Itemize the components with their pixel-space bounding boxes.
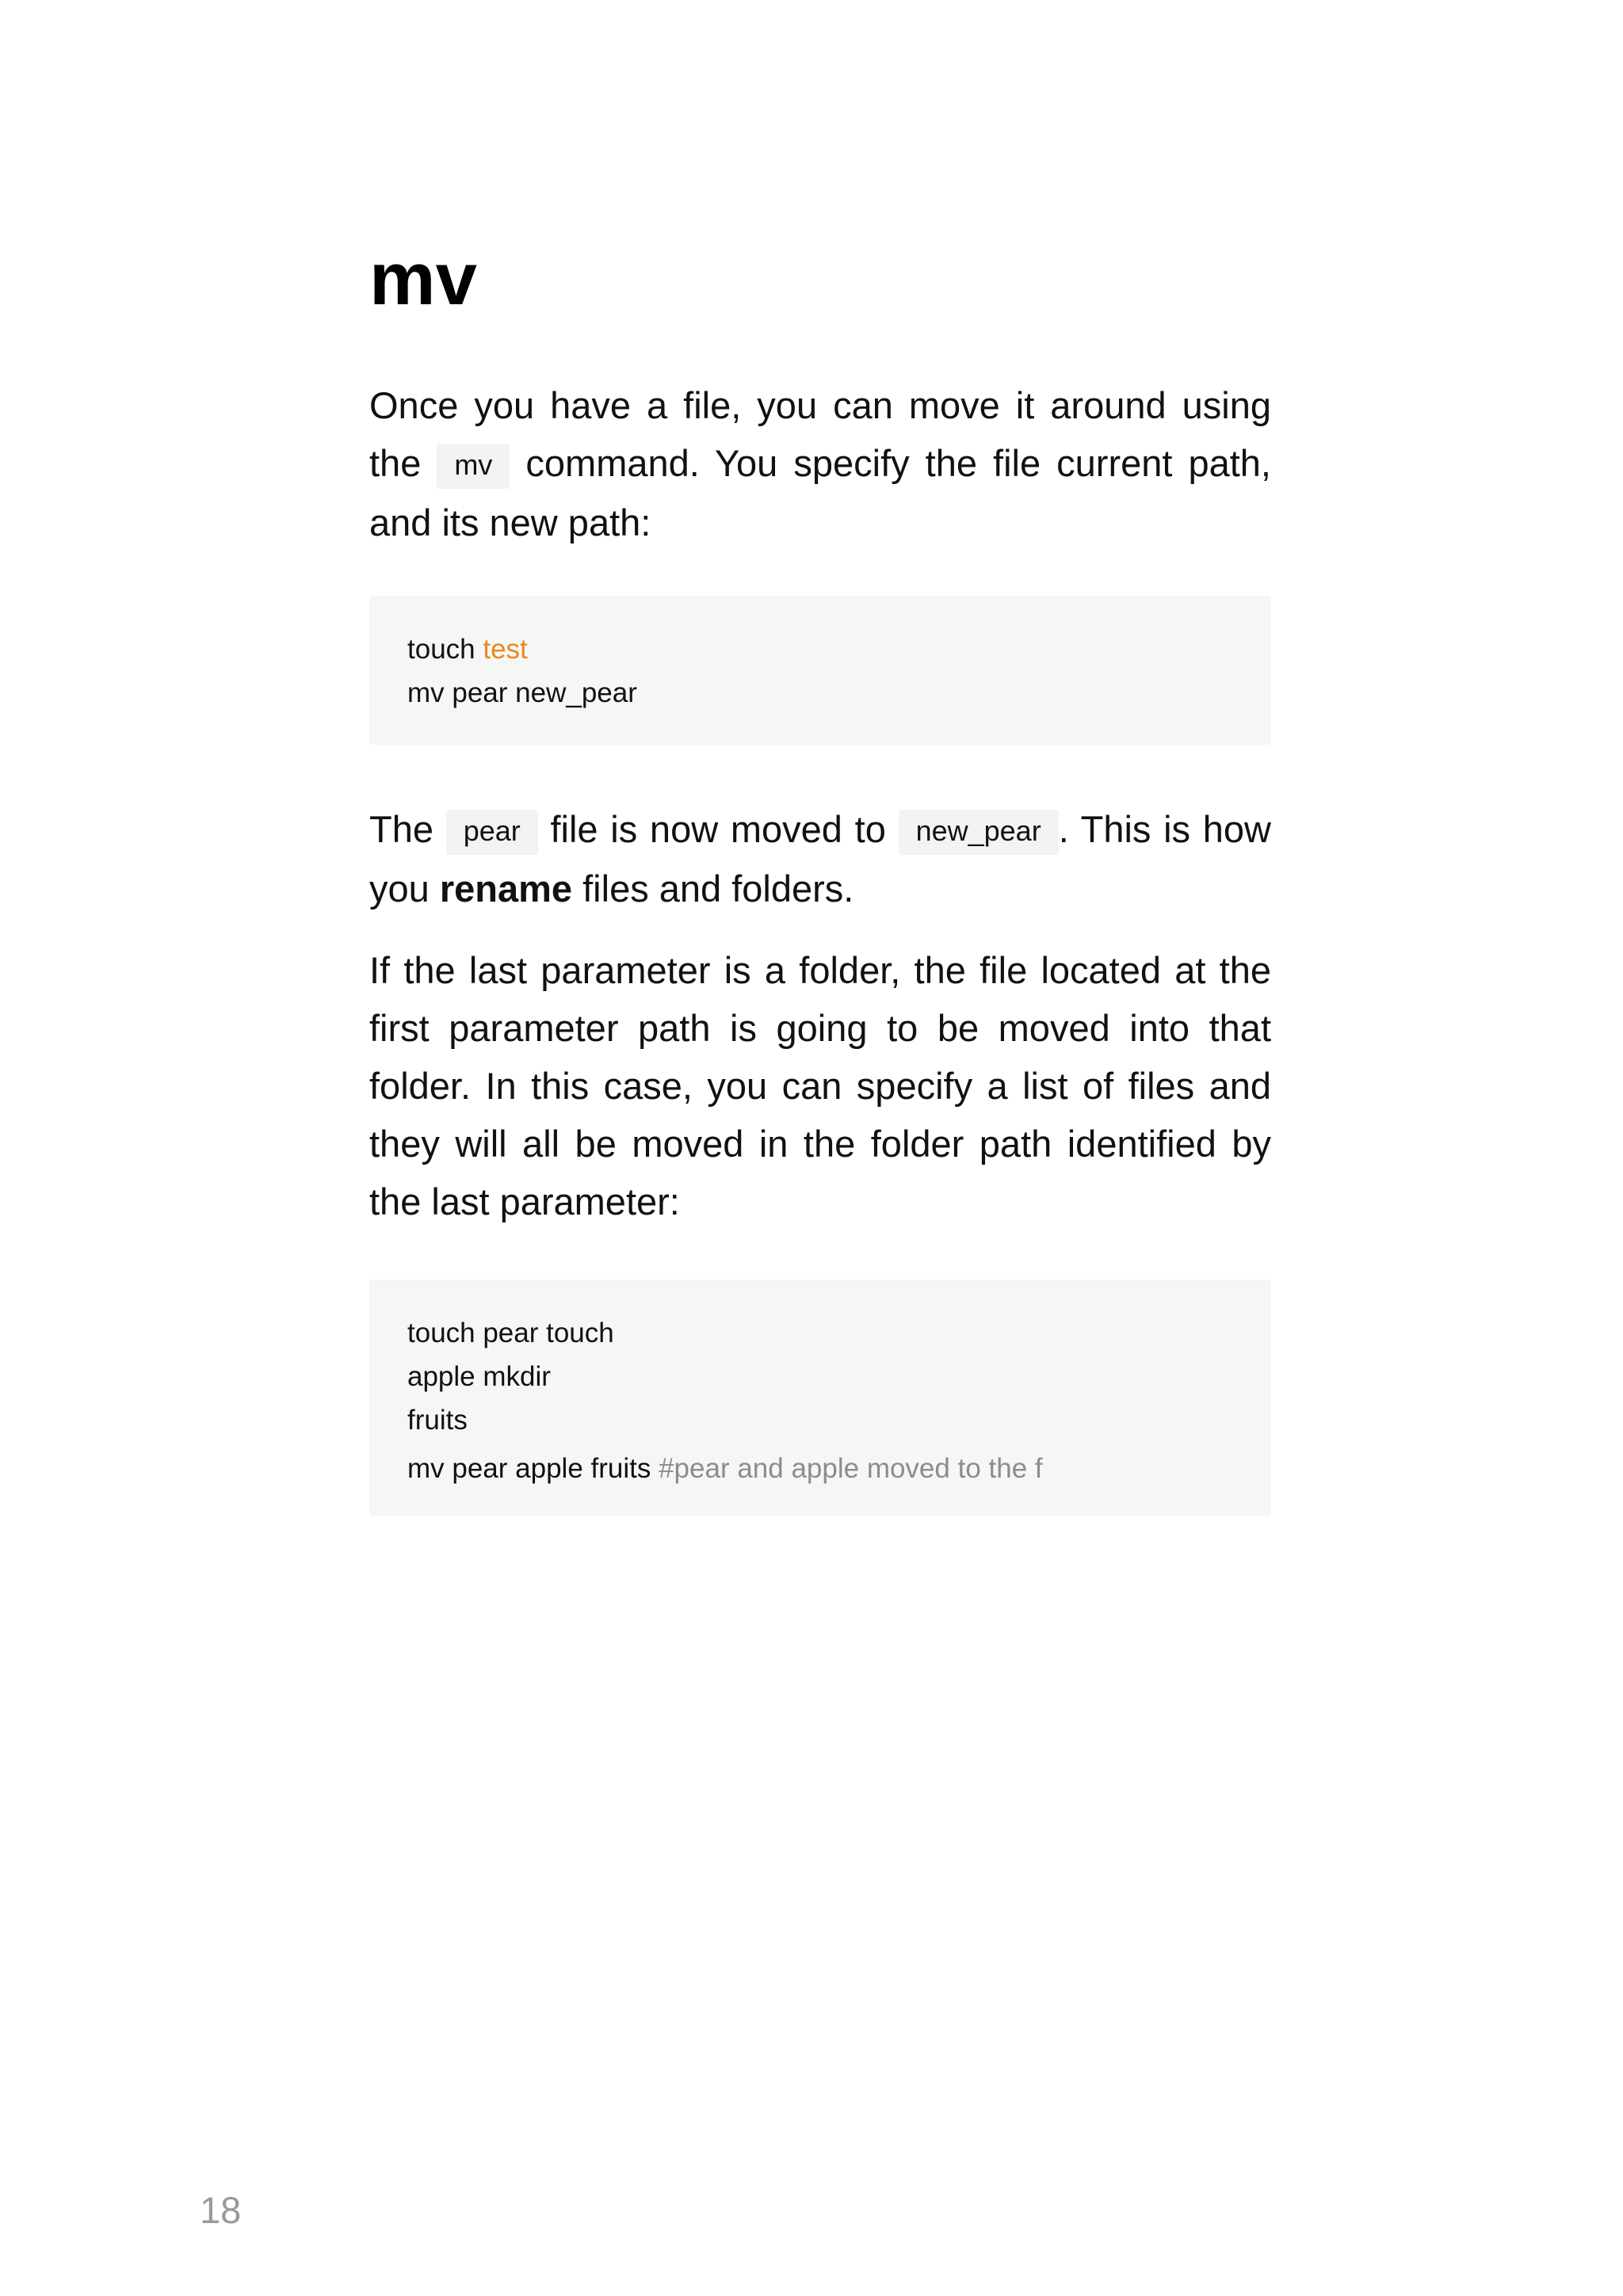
- code-line: mv pear new_pear: [407, 677, 637, 709]
- paragraph-rename: [369, 800, 1271, 917]
- inline-code-pear: pear: [446, 810, 538, 855]
- page-content: [369, 238, 1271, 1516]
- paragraph-intro-text-after: command. You specify the file current path, and its new path:: [369, 442, 1271, 544]
- paragraph-text: . This is how you: [369, 808, 1271, 910]
- code-comment: #pear and apple moved to the f: [659, 1453, 1043, 1485]
- code-token-command: mv pear apple fruits: [407, 1453, 659, 1485]
- inline-code-new-pear: new_pear: [899, 810, 1059, 855]
- paragraph-intro-text-before: Once you have a file, you can move it around using the: [369, 384, 1271, 485]
- paragraph-text: The: [369, 808, 446, 851]
- paragraph-text: file is now moved to: [537, 808, 899, 851]
- bold-term-rename: rename: [439, 868, 573, 910]
- code-line: touch pear touch: [407, 1318, 614, 1349]
- paragraph-intro: [369, 376, 1271, 551]
- code-line: [407, 1447, 1233, 1490]
- inline-code-mv: mv: [437, 444, 510, 489]
- code-line: [407, 627, 1233, 671]
- code-block-rename: [369, 596, 1271, 745]
- code-token-highlighted: test: [483, 634, 528, 666]
- code-token-command: touch: [407, 634, 483, 666]
- code-block-move-to-folder: [369, 1280, 1271, 1516]
- section-heading: mv: [369, 237, 477, 320]
- code-line: fruits: [407, 1405, 468, 1436]
- page-number: 18: [200, 2189, 242, 2231]
- paragraph-text: files and folders.: [572, 868, 854, 910]
- code-line: apple mkdir: [407, 1361, 551, 1393]
- paragraph-folder-move: If the last parameter is a folder, the file located at the first parameter path is going to be moved into that folder. In this case, you can specify a list of files and they will all be moved in the folder path identified by the last parameter:: [369, 949, 1271, 1223]
